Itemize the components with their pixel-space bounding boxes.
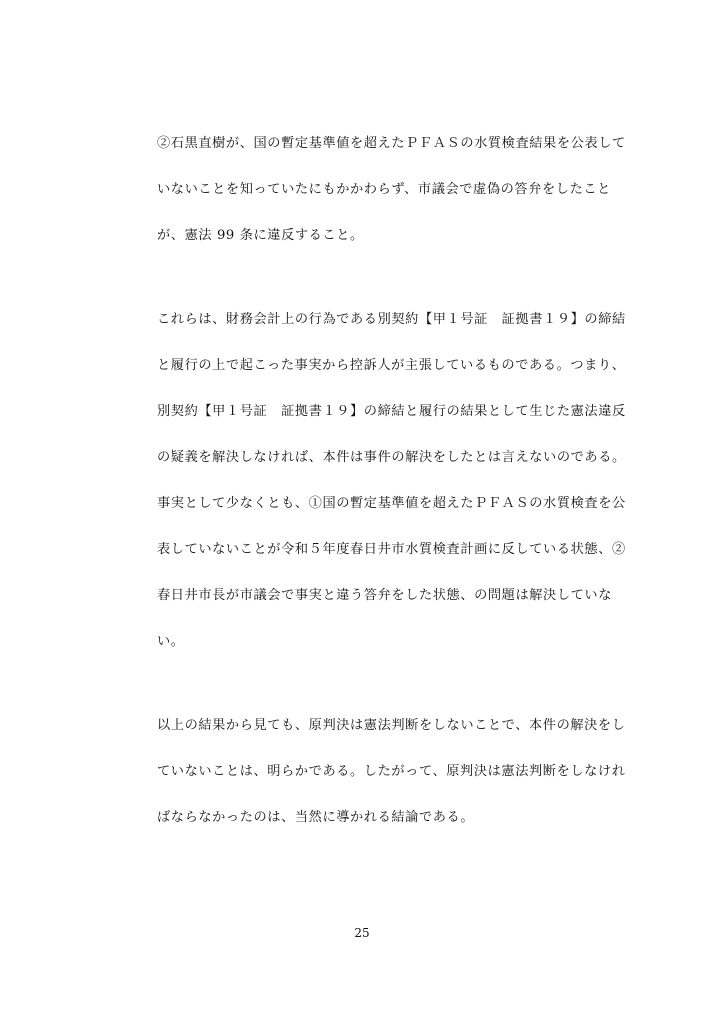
- page-number: 25: [354, 926, 370, 940]
- paragraph-2-line-2: と履行の上で起こった事実から控訴人が主張しているものである。つまり、: [157, 358, 626, 373]
- paragraph-2-line-3: 別契約【甲１号証 証拠書１９】の締結と履行の結果として生じた憲法違反: [157, 404, 626, 419]
- paragraph-3-line-2: ていないことは、明らかである。したがって、原判決は憲法判断をしなけれ: [157, 764, 626, 779]
- paragraph-1-line-3: が、憲法 99 条に違反すること。: [157, 228, 364, 243]
- paragraph-2-line-6: 表していないことが令和５年度春日井市水質検査計画に反している状態、②: [157, 542, 626, 557]
- paragraph-1-line-2: いないことを知っていたにもかかわらず、市議会で虚偽の答弁をしたこと: [157, 182, 611, 197]
- paragraph-2-line-8: い。: [157, 634, 185, 649]
- paragraph-2-line-5: 事実として少なくとも、①国の暫定基準値を超えたＰＦＡＳの水質検査を公: [157, 496, 626, 511]
- paragraph-2-line-7: 春日井市長が市議会で事実と違う答弁をした状態、の問題は解決していな: [157, 588, 612, 603]
- paragraph-2-line-1: これらは、財務会計上の行為である別契約【甲１号証 証拠書１９】の締結: [157, 312, 626, 327]
- paragraph-1-line-1: ②石黒直樹が、国の暫定基準値を超えたＰＦＡＳの水質検査結果を公表して: [157, 136, 626, 151]
- paragraph-3-line-3: ばならなかったのは、当然に導かれる結論である。: [157, 810, 475, 825]
- paragraph-3-line-1: 以上の結果から見ても、原判決は憲法判断をしないことで、本件の解決をし: [157, 718, 626, 733]
- paragraph-2-line-4: の疑義を解決しなければ、本件は事件の解決をしたとは言えないのである。: [157, 450, 626, 465]
